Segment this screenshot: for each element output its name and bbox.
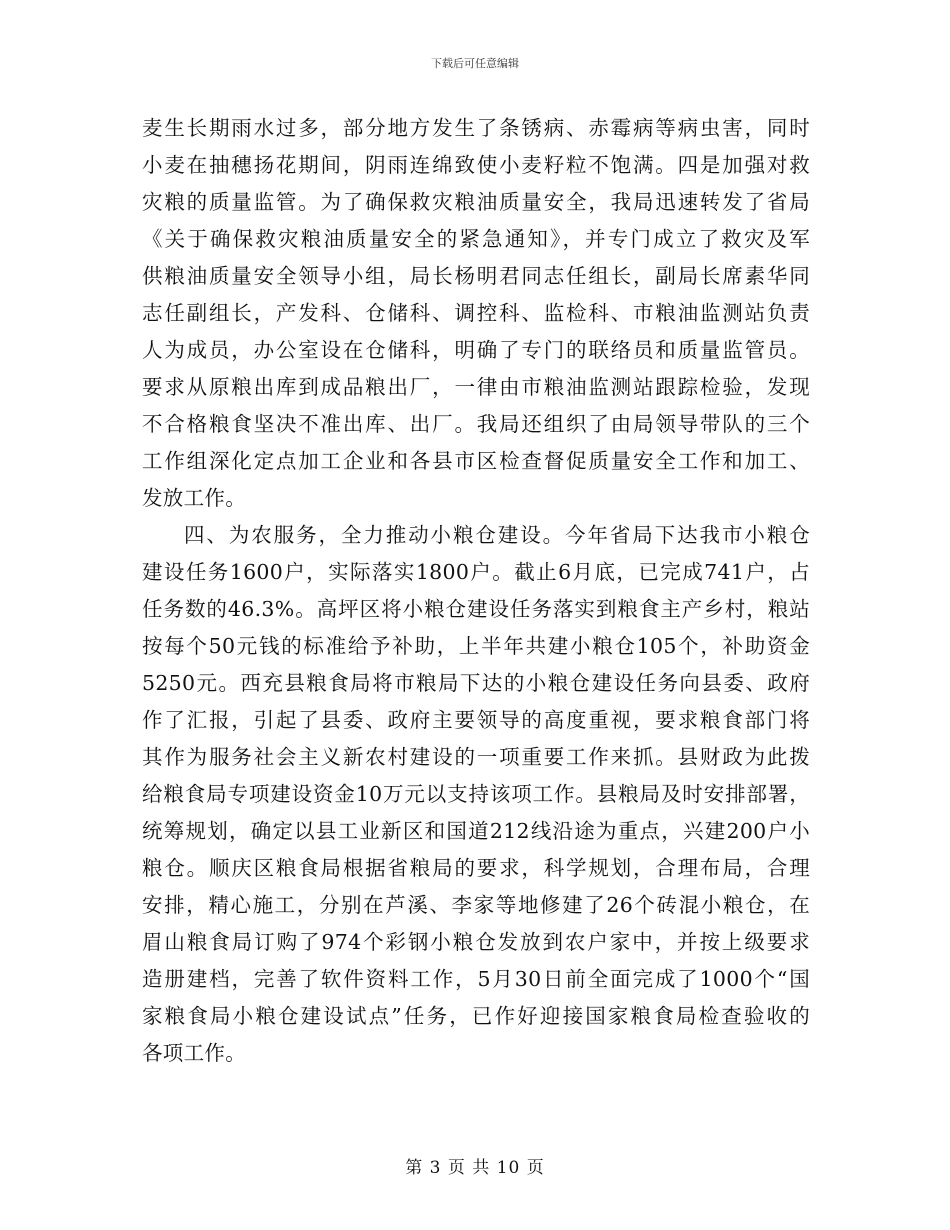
- text-line: 《关于确保救灾粮油质量安全的紧急通知》，并专门成立了救灾及军: [142, 227, 810, 251]
- text-line: 要求从原粮出库到成品粮出厂，一律由市粮油监测站跟踪检验，发现: [142, 375, 810, 399]
- text-line: 建设任务1600户，实际落实1800户。截止6月底，已完成741户，占: [142, 560, 810, 584]
- text-line: 按每个50元钱的标准给予补助，上半年共建小粮仓105个，补助资金: [142, 634, 810, 658]
- text-line: 小麦在抽穗扬花期间，阴雨连绵致使小麦籽粒不饱满。四是加强对救: [142, 153, 810, 177]
- text-line: 安排，精心施工，分别在芦溪、李家等地修建了26个砖混小粮仓，在: [142, 893, 810, 917]
- text-line: 其作为服务社会主义新农村建设的一项重要工作来抓。县财政为此拨: [142, 745, 810, 769]
- body-text: [142, 110, 810, 1072]
- page-number: 第 3 页 共 10 页: [405, 1158, 545, 1178]
- text-line: 各项工作。: [142, 1041, 246, 1065]
- text-line: 统筹规划，确定以县工业新区和国道212线沿途为重点，兴建200户小: [142, 819, 810, 843]
- paragraph-section-four: [142, 517, 810, 1072]
- header-note: 下载后可任意编辑: [431, 57, 519, 70]
- text-line: 发放工作。: [142, 486, 246, 510]
- text-line: 灾粮的质量监管。为了确保救灾粮油质量安全，我局迅速转发了省局: [142, 190, 810, 214]
- text-line: 任务数的46.3%。高坪区将小粮仓建设任务落实到粮食主产乡村，粮站: [142, 597, 810, 621]
- text-line: 给粮食局专项建设资金10万元以支持该项工作。县粮局及时安排部署，: [142, 782, 810, 806]
- text-line: 造册建档，完善了软件资料工作，5月30日前全面完成了1000个“国: [142, 967, 810, 991]
- text-line: 工作组深化定点加工企业和各县市区检查督促质量安全工作和加工、: [142, 449, 810, 473]
- text-line: 家粮食局小粮仓建设试点”任务，已作好迎接国家粮食局检查验收的: [142, 1004, 810, 1028]
- text-line: 四、为农服务，全力推动小粮仓建设。今年省局下达我市小粮仓: [184, 523, 810, 547]
- text-line: 粮仓。顺庆区粮食局根据省粮局的要求，科学规划，合理布局，合理: [142, 856, 810, 880]
- text-line: 供粮油质量安全领导小组，局长杨明君同志任组长，副局长席素华同: [142, 264, 810, 288]
- text-line: 麦生长期雨水过多，部分地方发生了条锈病、赤霉病等病虫害，同时: [142, 116, 810, 140]
- paragraph-continuation: [142, 110, 810, 517]
- text-line: 作了汇报，引起了县委、政府主要领导的高度重视，要求粮食部门将: [142, 708, 810, 732]
- text-line: 人为成员，办公室设在仓储科，明确了专门的联络员和质量监管员。: [142, 338, 810, 362]
- text-line: 5250元。西充县粮食局将市粮局下达的小粮仓建设任务向县委、政府: [142, 671, 810, 695]
- text-line: 不合格粮食坚决不准出库、出厂。我局还组织了由局领导带队的三个: [142, 412, 810, 436]
- text-line: 眉山粮食局订购了974个彩钢小粮仓发放到农户家中，并按上级要求: [142, 930, 810, 954]
- text-line: 志任副组长，产发科、仓储科、调控科、监检科、市粮油监测站负责: [142, 301, 810, 325]
